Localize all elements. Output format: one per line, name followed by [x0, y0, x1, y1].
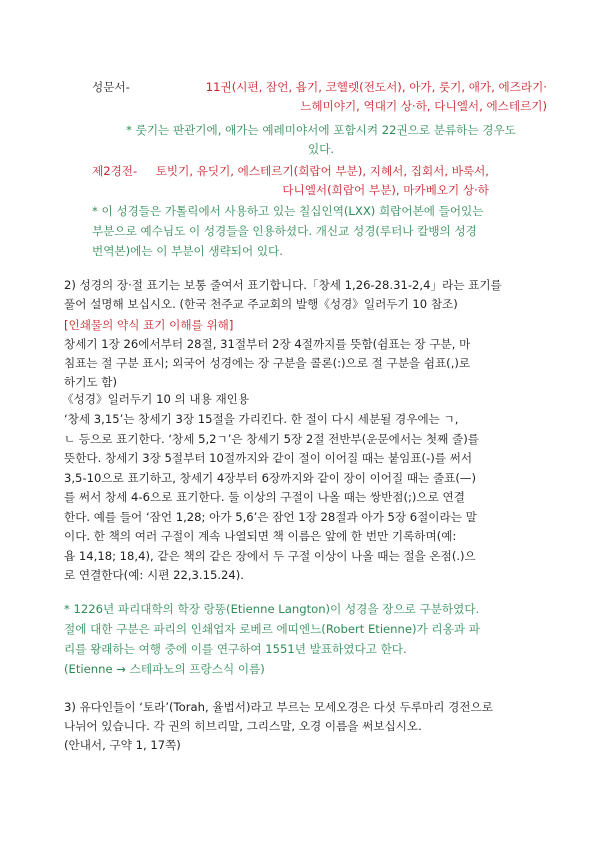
row2-text: 토빗기, 유딧기, 에스테르기(희랍어 부분), 지혜서, 집회서, 바룩서, 다니엘서(희랍어 부분), 마카베오기 상·하	[155, 164, 489, 197]
row1-label: 성문서-	[92, 80, 130, 94]
quote-title: 《성경》일러두기 10 의 내용 재인용	[62, 392, 250, 406]
question-2: 2) 성경의 장·절 표기는 보통 줄여서 표기합니다.「창세 1,26-28.31-2,4」라는 표기를 풀어 설명해 보십시오. (한국 천주교 주교회의 발행《성경》일러두기 10 참조)	[64, 278, 502, 311]
note-1: * 룻기는 판관기에, 애가는 예레미야서에 포함시켜 22권으로 분류하는 경우도 있다.	[126, 123, 516, 156]
quote-body: ‘창세 3,15’는 창세기 3장 15절을 가리킨다. 한 절이 다시 세분될 경우에는 ㄱ, ㄴ 등으로 표기한다. ‘창세 5,2ㄱ’은 창세기 5장 2절 전반부(운문에서는 첫째 줄)를 뜻한다. 창세기 3장 5절부터 10절까지와 같이 절이 이어질 때는 붙임표(-)를 써서 3,5-10으로 표기하고, 창세기 4장부터 6장까지와 같이 장이 이어질 때는 줄표(—) 를 써서 창세 4-6으로 표기한다. 둘 이상의 구절이 나올 때는 쌍반점(;)으로 연결 한다. 예를 들어 ‘잠언 1,28; 아가 5,6’은 잠언 1장 28절과 아가 5장 6절이라는 말 이다. 한 책의 여러 구절이 계속 나열되면 책 이름은 앞에 한 번만 기록하며(예: 욥 14,18; 18,4), 같은 책의 같은 장에서 두 구절 이상이 나올 때는 절을 온점(.)으 로 연결한다(예: 시편 22,3.15.24).	[64, 412, 479, 582]
history-note: * 1226년 파리대학의 학장 랑똥(Etienne Langton)이 성경을 장으로 구분하였다. 절에 대한 구분은 파리의 인쇄업자 로베르 에띠엔느(Robert Etienne)가 리옹과 파 리를 왕래하는 여행 중에 이를 연구하여 1551년 발표하였다고 한다. (Etienne → 스테파노의 프랑스식 이름)	[64, 602, 480, 676]
row2-label: 제2경전-	[92, 164, 138, 178]
note-2: * 이 성경들은 가톨릭에서 사용하고 있는 칠십인역(LXX) 희랍어본에 들어있는 부분으로 예수님도 이 성경들을 인용하셨다. 개신교 성경(루터나 칼뱅의 성경 번역본)에는 이 부분이 생략되어 있다.	[92, 204, 484, 258]
row1-text: 11권(시편, 잠언, 욥기, 코헬렛(전도서), 아가, 룻기, 애가, 에즈라기· 느헤미야기, 역대기 상·하, 다니엘서, 에스테르기)	[205, 80, 547, 113]
abbreviation-explanation: 창세기 1장 26에서부터 28절, 31절부터 2장 4절까지를 뜻함(쉼표는 장 구분, 마 침표는 절 구분 표시; 외국어 성경에는 장 구분을 콜론(:)으로 절 구분을 쉼표(,)로 하기도 함)	[64, 337, 471, 389]
question-3: 3) 유다인들이 ‘토라’(Torah, 율법서)라고 부르는 모세오경은 다섯 두루마리 경전으로 나뉘어 있습니다. 각 권의 히브리말, 그리스말, 오경 이름을 써보십시오. (안내서, 구약 1, 17쪽)	[64, 700, 493, 752]
abbreviation-heading: [인쇄물의 약식 표기 이해를 위해]	[64, 318, 234, 332]
